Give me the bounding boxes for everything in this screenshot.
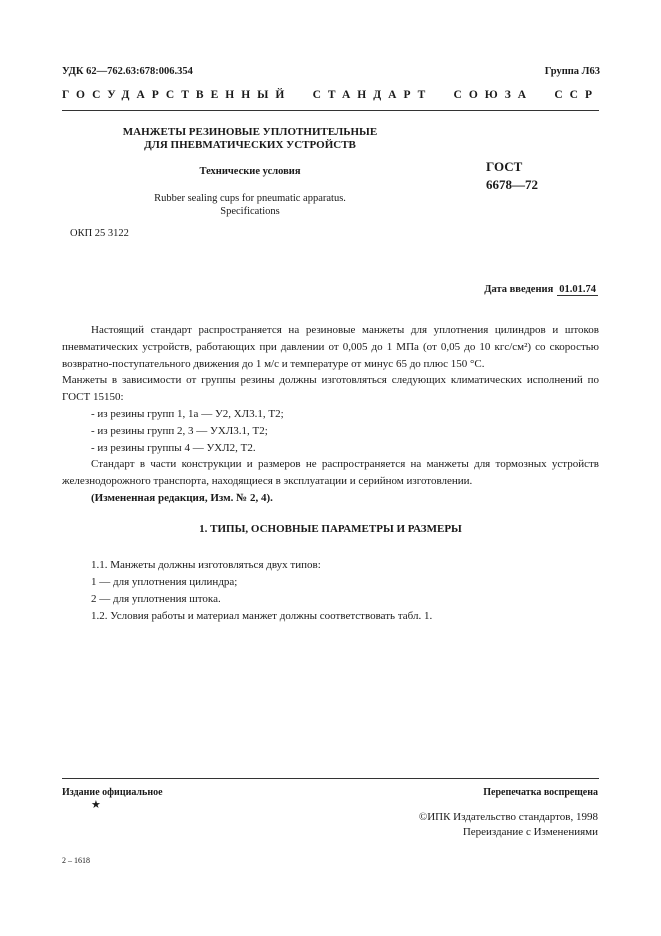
intro-body xyxy=(62,322,599,507)
introduction-date xyxy=(484,284,598,295)
paragraph-climate: Манжеты в зависимости от группы резины должны изготовляться следующих климатических исполнений по ГОСТ 15150: xyxy=(62,374,599,404)
list-item: - из резины групп 2, 3 — УХЛ3.1, Т2; xyxy=(91,424,268,437)
copyright-notice xyxy=(419,810,598,840)
title-line-1: МАНЖЕТЫ РЕЗИНОВЫЕ УПЛОТНИТЕЛЬНЫЕ xyxy=(122,126,378,138)
amendment-note: (Измененная редакция, Изм. № 2, 4). xyxy=(91,491,273,504)
introduction-date-label: Дата введения xyxy=(484,284,554,295)
clause-1-1: 1.1. Манжеты должны изготовляться двух типов: xyxy=(91,559,321,571)
banner-word-union: СОЮЗА xyxy=(453,89,534,101)
subtitle-russian: Технические условия xyxy=(199,166,301,177)
state-standard-banner xyxy=(62,89,599,101)
section-body xyxy=(62,557,599,625)
page-code: 2 – 1618 xyxy=(62,856,90,865)
paragraph-scope: Настоящий стандарт распространяется на резиновые манжеты для уплотнения цилиндров и штоков пневматических устройств, работающих при давлении от 0,005 до 1 МПа (от 0,05 до 10 кгс/см²) со скоростью возвратно-поступательного движения до 1 м/с и температуре от минус 65 до плюс 150 °С. xyxy=(62,324,599,370)
header-divider xyxy=(62,110,599,111)
introduction-date-value: 01.01.74 xyxy=(559,284,596,295)
copyright-line-1: ©ИПК Издательство стандартов, 1998 xyxy=(418,811,598,823)
subtitle-english xyxy=(60,192,440,218)
document-title xyxy=(60,126,440,152)
paragraph-exclusion: Стандарт в части конструкции и размеров не распространяется на манжеты для тормозных устройств железнодорожного транспорта, находящиеся в эксплуатации и серийном изготовлении. xyxy=(62,458,599,488)
star-icon: ★ xyxy=(91,799,101,811)
banner-word-state: ГОСУДАРСТВЕННЫЙ xyxy=(62,89,292,101)
list-item: - из резины группы 4 — УХЛ2, Т2. xyxy=(91,441,256,454)
clause-1-2: 1.2. Условия работы и материал манжет должны соответствовать табл. 1. xyxy=(91,610,433,622)
gost-code: 6678—72 xyxy=(486,177,538,192)
gost-number xyxy=(486,158,538,194)
title-line-2: ДЛЯ ПНЕВМАТИЧЕСКИХ УСТРОЙСТВ xyxy=(144,139,356,151)
udk-code: УДК 62—762.63:678:006.354 xyxy=(62,66,193,77)
group-code: Группа Л63 xyxy=(544,66,600,77)
banner-word-standard: СТАНДАРТ xyxy=(312,89,433,101)
list-item: - из резины групп 1, 1а — У2, ХЛ3.1, Т2; xyxy=(91,407,284,420)
okp-code: ОКП 25 3122 xyxy=(70,228,129,239)
type-item-1: 1 — для уплотнения цилиндра; xyxy=(91,576,238,588)
subtitle-english-line-1: Rubber sealing cups for pneumatic apparatus. xyxy=(154,193,346,204)
section-heading: 1. ТИПЫ, ОСНОВНЫЕ ПАРАМЕТРЫ И РАЗМЕРЫ xyxy=(199,523,462,535)
copyright-line-2: Переиздание с Изменениями xyxy=(462,826,598,838)
gost-label: ГОСТ xyxy=(486,159,523,174)
banner-word-ussr: ССР xyxy=(554,89,599,101)
official-edition-label: Издание официальное xyxy=(62,787,163,798)
type-item-2: 2 — для уплотнения штока. xyxy=(91,593,221,605)
subtitle-english-line-2: Specifications xyxy=(220,206,280,217)
footer-divider xyxy=(62,778,599,779)
reprint-prohibited-label: Перепечатка воспрещена xyxy=(483,787,598,798)
